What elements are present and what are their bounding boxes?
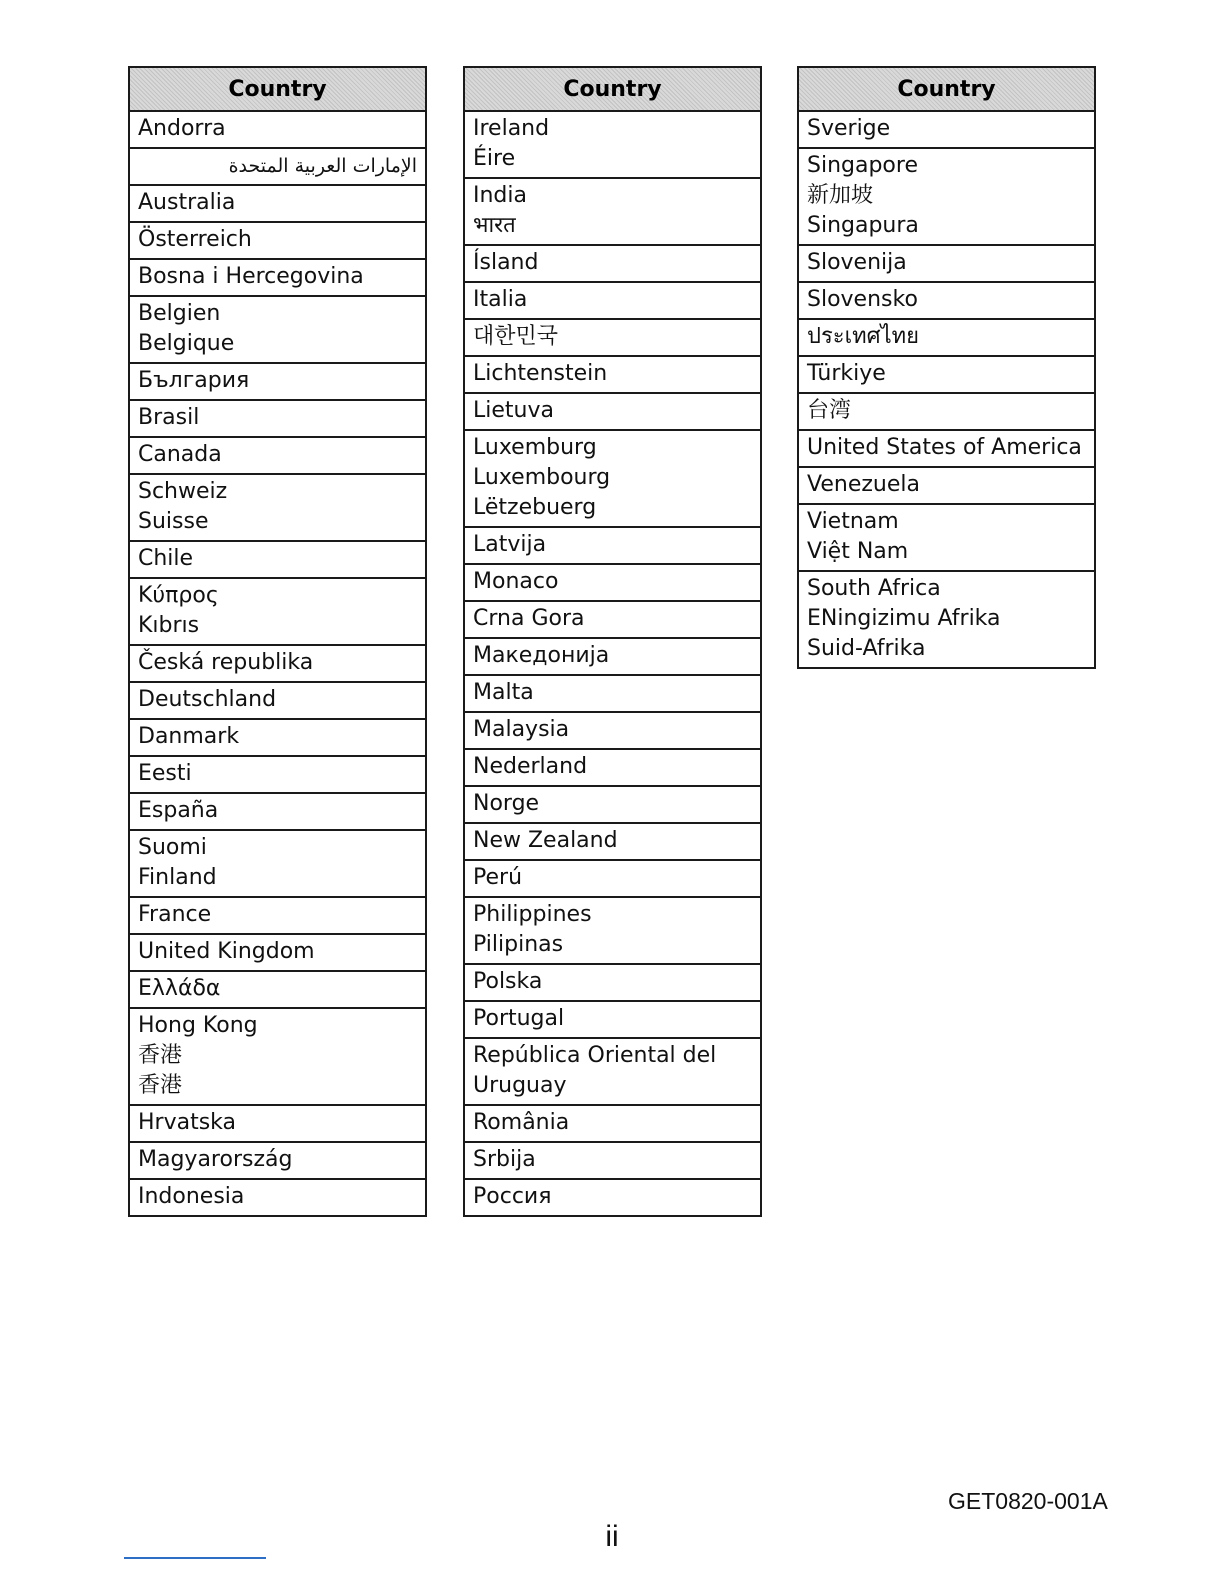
country-row [465,965,760,1002]
country-name: Italia [473,287,528,312]
country-row [465,394,760,431]
country-row [465,639,760,676]
country-row [799,431,1094,468]
country-name: Ελλάδα [138,976,221,1001]
table-header: Country [465,68,760,112]
country-name: Bosna i Hercegovina [138,264,364,289]
country-name: Crna Gora [473,606,585,631]
country-row [465,112,760,179]
country-name: 香港 [138,1073,183,1098]
country-row [465,824,760,861]
country-row [465,357,760,394]
country-name: Singapore [807,153,918,178]
country-row [465,1180,760,1215]
country-row [130,1009,425,1106]
country-row [799,320,1094,357]
country-name: Deutschland [138,687,277,712]
country-row [130,972,425,1009]
country-row [130,579,425,646]
country-row [130,401,425,438]
country-row [465,528,760,565]
country-name: Suid-Afrika [807,636,926,661]
country-table-3 [797,66,1096,669]
country-row [799,246,1094,283]
country-name: Österreich [138,227,252,252]
country-name: España [138,798,219,823]
country-name: Venezuela [807,472,920,497]
country-row [130,149,425,186]
country-row [465,431,760,528]
country-name: Suisse [138,509,209,534]
country-row [465,602,760,639]
country-name: Slovensko [807,287,918,312]
country-row [130,757,425,794]
country-name: Ísland [473,250,539,275]
country-name: Nederland [473,754,588,779]
country-name: ประเทศไทย [807,324,920,349]
country-name: Lichtenstein [473,361,608,386]
country-row [130,542,425,579]
country-name: Luxemburg [473,435,597,460]
country-name: Polska [473,969,543,994]
country-row [130,438,425,475]
country-row [799,149,1094,246]
country-name: Malaysia [473,717,570,742]
country-name: România [473,1110,570,1135]
country-row [799,112,1094,149]
country-name: ENingizimu Afrika [807,606,1001,631]
country-name: United Kingdom [138,939,315,964]
country-name: Pilipinas [473,932,564,957]
country-name: भारत [473,213,516,238]
country-row [130,831,425,898]
country-name: Chile [138,546,194,571]
country-row [465,246,760,283]
table-header: Country [130,68,425,112]
country-row [130,297,425,364]
country-row [130,1106,425,1143]
country-row [130,935,425,972]
country-name: Sverige [807,116,891,141]
country-name: Belgique [138,331,235,356]
country-row [799,357,1094,394]
country-name: Lëtzebuerg [473,495,597,520]
country-row [130,112,425,149]
country-row [130,260,425,297]
country-name: Magyarország [138,1147,293,1172]
country-name: Portugal [473,1006,565,1031]
country-row [799,505,1094,572]
country-row [465,1002,760,1039]
country-name: 대한민국 [473,324,559,349]
country-row [465,713,760,750]
country-name: Malta [473,680,534,705]
country-row [799,468,1094,505]
country-name: Belgien [138,301,221,326]
country-row [465,861,760,898]
table-body [130,112,425,1215]
country-name: Perú [473,865,523,890]
country-name: Finland [138,865,217,890]
country-row [130,898,425,935]
country-table-2 [463,66,762,1217]
country-name: Kıbrıs [138,613,200,638]
country-row [799,572,1094,667]
country-row [130,646,425,683]
table-body [465,112,760,1215]
country-name: Hong Kong [138,1013,258,1038]
country-name: New Zealand [473,828,618,853]
country-row [130,794,425,831]
country-row [465,283,760,320]
country-name: Srbija [473,1147,536,1172]
country-name: South Africa [807,576,941,601]
country-row [130,1180,425,1215]
country-name: Lietuva [473,398,554,423]
country-table-1 [128,66,427,1217]
country-name: Uruguay [473,1073,567,1098]
country-name: България [138,368,250,393]
country-name: France [138,902,212,927]
country-row [130,683,425,720]
footnote-divider [124,1557,266,1559]
country-name: Suomi [138,835,207,860]
country-name: Türkiye [807,361,886,386]
country-name: Latvija [473,532,547,557]
country-row [130,720,425,757]
country-row [465,179,760,246]
country-name: India [473,183,527,208]
country-name: الإمارات العربية المتحدة [228,155,417,177]
country-name: Македонија [473,643,610,668]
country-name: Australia [138,190,236,215]
country-row [465,320,760,357]
country-row [465,787,760,824]
country-name: Singapura [807,213,919,238]
country-name: Россия [473,1184,552,1209]
country-name: Indonesia [138,1184,245,1209]
country-row [465,1039,760,1106]
country-row [465,676,760,713]
country-row [465,565,760,602]
document-code: GET0820-001A [948,1488,1108,1514]
country-row [130,475,425,542]
country-name: Philippines [473,902,592,927]
country-row [130,364,425,401]
country-name: Eesti [138,761,192,786]
country-name: Éire [473,146,516,171]
country-name: Việt Nam [807,539,909,564]
country-row [130,223,425,260]
country-name: Danmark [138,724,240,749]
country-name: Brasil [138,405,200,430]
country-row [799,283,1094,320]
country-name: Schweiz [138,479,228,504]
country-name: 香港 [138,1043,183,1068]
country-name: República Oriental del [473,1043,717,1068]
country-name: Slovenija [807,250,907,275]
country-row [465,1106,760,1143]
country-name: Luxembourg [473,465,611,490]
country-row [465,898,760,965]
country-row [130,1143,425,1180]
country-name: Κύπρος [138,583,219,608]
country-row [465,1143,760,1180]
country-name: Vietnam [807,509,899,534]
table-body [799,112,1094,667]
country-name: Andorra [138,116,226,141]
country-name: Ireland [473,116,550,141]
country-name: Monaco [473,569,559,594]
country-name: Norge [473,791,540,816]
country-name: 台湾 [807,398,852,423]
country-name: Česká republika [138,650,314,675]
country-name: Hrvatska [138,1110,237,1135]
country-name: United States of America [807,435,1082,460]
country-name: Canada [138,442,222,467]
country-row [799,394,1094,431]
country-row [465,750,760,787]
country-name: 新加坡 [807,183,874,208]
table-header: Country [799,68,1094,112]
page-number: ii [605,1520,619,1553]
country-row [130,186,425,223]
